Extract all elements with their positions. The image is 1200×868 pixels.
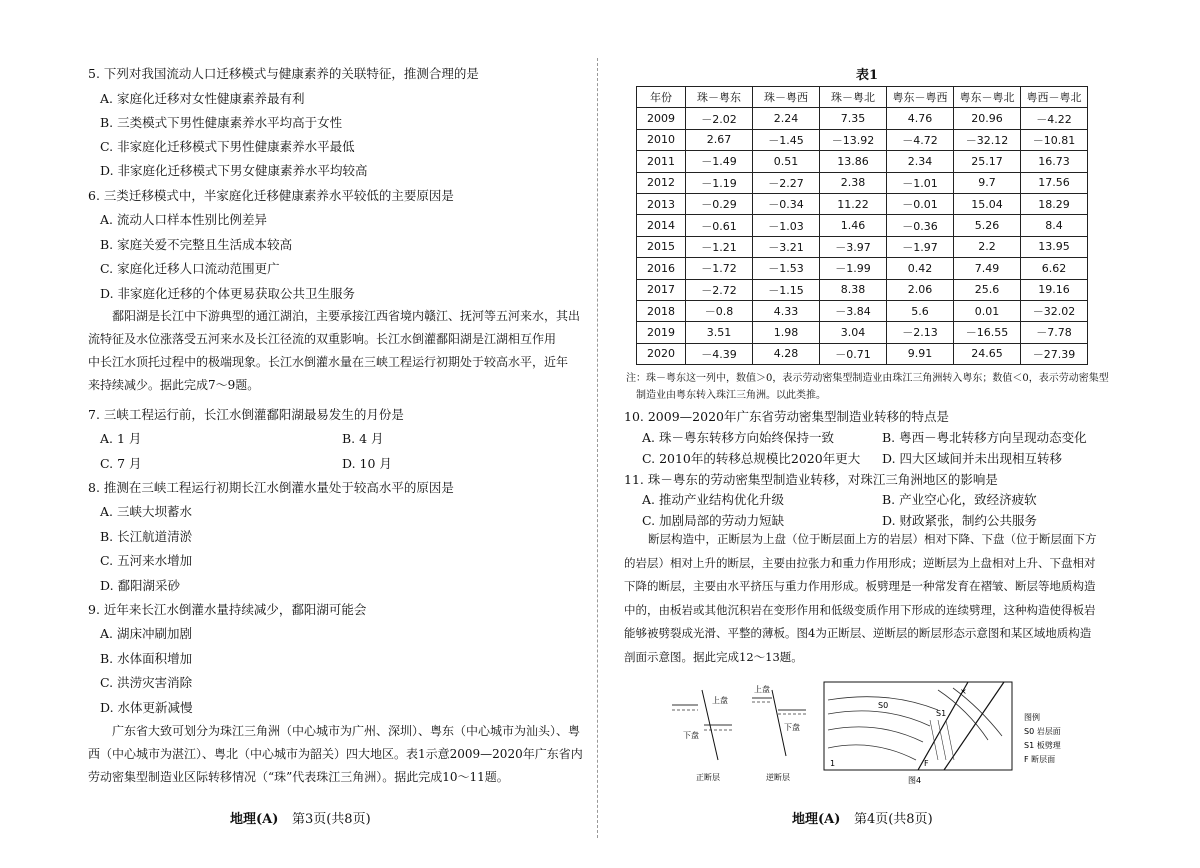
table-value-cell: 9.91	[887, 343, 954, 364]
passage-line: 断层构造中，正断层为上盘（位于断层面上方的岩层）相对下降、下盘（位于断层面下方	[648, 532, 1097, 546]
table-value-cell: 4.33	[753, 300, 820, 321]
table-row	[637, 129, 1088, 150]
footer-subject: 地理(A)	[230, 812, 279, 827]
passage-line: 西（中心城市为湛江）、粤北（中心城市为韶关）四大地区。表1示意2009—2020年广东省内	[88, 747, 583, 761]
table-value-cell: －3.97	[820, 236, 887, 257]
table-header-cell: 珠－粤北	[820, 87, 887, 108]
table-value-cell: －2.72	[686, 279, 753, 300]
table-value-cell: 8.38	[820, 279, 887, 300]
table-header-cell: 粤东－粤西	[887, 87, 954, 108]
question-5-stem: 5. 下列对我国流动人口迁移模式与健康素养的关联特征，推测合理的是	[88, 66, 479, 81]
question-9-option-c: C. 洪涝灾害消除	[100, 675, 193, 690]
table-value-cell: －1.72	[686, 258, 753, 279]
table-row	[637, 343, 1088, 364]
table-year-cell: 2019	[637, 322, 686, 343]
question-5-option-a: A. 家庭化迁移对女性健康素养最有利	[100, 91, 305, 106]
table-value-cell: 3.04	[820, 322, 887, 343]
passage-line: 劳动密集型制造业区际转移情况（“珠”代表珠江三角洲）。据此完成10～11题。	[88, 770, 509, 784]
question-7-option-b: B. 4 月	[342, 431, 384, 446]
question-7-option-c: C. 7 月	[100, 456, 142, 471]
question-9-option-d: D. 水体更新减慢	[100, 700, 193, 715]
table-value-cell: －2.02	[686, 108, 753, 129]
table-row	[637, 258, 1088, 279]
footer-left	[230, 808, 371, 827]
question-9-stem: 9. 近年来长江水倒灌水量持续减少，鄱阳湖可能会	[88, 602, 367, 617]
question-6-option-b: B. 家庭关爱不完整且生活成本较高	[100, 237, 293, 252]
table-value-cell: －1.15	[753, 279, 820, 300]
table-value-cell: 1.46	[820, 215, 887, 236]
table-value-cell: 13.86	[820, 151, 887, 172]
question-5-option-d: D. 非家庭化迁移模式下男女健康素养水平均较高	[100, 163, 368, 178]
question-5-option-b: B. 三类模式下男性健康素养水平均高于女性	[100, 115, 343, 130]
f-label: F	[924, 759, 929, 768]
table-value-cell: 0.01	[954, 300, 1021, 321]
footer-page: 第4页(共8页)	[853, 812, 933, 827]
table-value-cell: －32.02	[1021, 300, 1088, 321]
question-11-stem: 11. 珠－粤东的劳动密集型制造业转移，对珠江三角洲地区的影响是	[624, 472, 998, 487]
one-label: 1	[830, 759, 836, 768]
table-value-cell: －2.27	[753, 172, 820, 193]
table-value-cell: 4.28	[753, 343, 820, 364]
table-value-cell: 25.17	[954, 151, 1021, 172]
table-value-cell: 24.65	[954, 343, 1021, 364]
table-header-row	[637, 87, 1088, 108]
question-6-option-d: D. 非家庭化迁移的个体更易获取公共卫生服务	[100, 286, 356, 301]
table-value-cell: 1.98	[753, 322, 820, 343]
s0-label: S0	[878, 701, 889, 710]
table-value-cell: －0.01	[887, 193, 954, 214]
table-value-cell: －1.19	[686, 172, 753, 193]
table-body	[637, 108, 1088, 365]
table-value-cell: －4.22	[1021, 108, 1088, 129]
table-value-cell: －0.29	[686, 193, 753, 214]
passage-line: 的岩层）相对上升的断层，主要由拉张力和重力作用形成；逆断层为上盘相对上升、下盘相对	[624, 555, 1096, 570]
cross-section-diagram	[824, 682, 1012, 785]
question-6-option-c: C. 家庭化迁移人口流动范围更广	[100, 261, 280, 276]
upper-plate-label: 上盘	[712, 696, 728, 705]
passage-faults	[624, 528, 1184, 669]
x-label: ×	[960, 687, 967, 696]
table-value-cell: －16.55	[954, 322, 1021, 343]
table-value-cell: －10.81	[1021, 129, 1088, 150]
table-value-cell: 15.04	[954, 193, 1021, 214]
table-year-cell: 2013	[637, 193, 686, 214]
table-value-cell: －1.45	[753, 129, 820, 150]
table-value-cell: 5.26	[954, 215, 1021, 236]
table-value-cell: 0.42	[887, 258, 954, 279]
passage-line: 鄱阳湖是长江中下游典型的通江湖泊，主要承接江西省境内赣江、抚河等五河来水，其出	[112, 309, 581, 323]
figure-legend	[1024, 712, 1061, 764]
table-value-cell: －1.53	[753, 258, 820, 279]
question-8-stem: 8. 推测在三峡工程运行初期长江水倒灌水量处于较高水平的原因是	[88, 480, 454, 495]
question-11-option-b: B. 产业空心化，致经济疲软	[882, 492, 1037, 507]
table-value-cell: 2.2	[954, 236, 1021, 257]
table-value-cell: －4.39	[686, 343, 753, 364]
table-year-cell: 2018	[637, 300, 686, 321]
table-value-cell: 16.73	[1021, 151, 1088, 172]
question-8-option-b: B. 长江航道清淤	[100, 529, 193, 544]
table-value-cell: －0.34	[753, 193, 820, 214]
passage-line: 中的，由板岩或其他沉积岩在变形作用和低级变质作用下形成的连续劈理，这种构造使得板岩	[624, 602, 1096, 617]
upper-plate-label-2: 上盘	[754, 685, 770, 694]
table-value-cell: 5.6	[887, 300, 954, 321]
table-row	[637, 193, 1088, 214]
question-7-option-d: D. 10 月	[342, 456, 392, 471]
table-row	[637, 108, 1088, 129]
table-value-cell: －1.99	[820, 258, 887, 279]
table-note-line-2: 制造业由粤东转入珠江三角洲。以此类推。	[636, 390, 826, 401]
table-year-cell: 2017	[637, 279, 686, 300]
passage-line: 流特征及水位涨落受五河来水及长江径流的双重影响。长江水倒灌鄱阳湖是江湖相互作用	[88, 332, 557, 346]
table-year-cell: 2015	[637, 236, 686, 257]
table-value-cell: 7.35	[820, 108, 887, 129]
legend-title: 图例	[1024, 713, 1040, 722]
lower-plate-label: 下盘	[683, 731, 699, 740]
data-table	[636, 86, 1088, 365]
table-value-cell: －0.71	[820, 343, 887, 364]
passage-guangdong	[88, 720, 588, 789]
table-value-cell: 20.96	[954, 108, 1021, 129]
figure-4	[668, 680, 1128, 790]
passage-line: 剖面示意图。据此完成12～13题。	[624, 649, 803, 664]
table-value-cell: －27.39	[1021, 343, 1088, 364]
s1-label: S1	[936, 709, 947, 718]
question-8-option-d: D. 鄱阳湖采砂	[100, 578, 181, 593]
table-value-cell: －4.72	[887, 129, 954, 150]
table-value-cell: 9.7	[954, 172, 1021, 193]
table-value-cell: 17.56	[1021, 172, 1088, 193]
question-11-option-c: C. 加剧局部的劳动力短缺	[642, 513, 785, 528]
table-year-cell: 2012	[637, 172, 686, 193]
question-11-option-d: D. 财政紧张，制约公共服务	[882, 513, 1038, 528]
table-row	[637, 151, 1088, 172]
table-value-cell: －0.8	[686, 300, 753, 321]
table-year-cell: 2014	[637, 215, 686, 236]
passage-poyang	[88, 305, 588, 397]
table-value-cell: 7.49	[954, 258, 1021, 279]
legend-f: F 断层面	[1024, 755, 1056, 764]
question-9-option-b: B. 水体面积增加	[100, 651, 193, 666]
table-value-cell: 18.29	[1021, 193, 1088, 214]
table-value-cell: 13.95	[1021, 236, 1088, 257]
right-page	[600, 0, 1200, 868]
question-5-option-c: C. 非家庭化迁移模式下男性健康素养水平最低	[100, 139, 355, 154]
table-value-cell: －1.49	[686, 151, 753, 172]
table-value-cell: －3.21	[753, 236, 820, 257]
passage-line: 下降的断层，主要由水平挤压与重力作用形成。板劈理是一种常发育在褶皱、断层等地质构造	[624, 579, 1096, 593]
table-value-cell: 2.38	[820, 172, 887, 193]
table-value-cell: －3.84	[820, 300, 887, 321]
table-value-cell: 2.06	[887, 279, 954, 300]
table-value-cell: －1.21	[686, 236, 753, 257]
table-note-line-1: 注：珠－粤东这一列中，数值＞0，表示劳动密集型制造业由珠江三角洲转入粤东；数值＜0，表示劳动密集型	[626, 373, 1109, 384]
figure-caption: 图4	[908, 776, 922, 785]
question-10-option-d: D. 四大区域间并未出现相互转移	[882, 451, 1063, 466]
passage-line: 广东省大致可划分为珠江三角洲（中心城市为广州、深圳）、粤东（中心城市为汕头）、粤	[112, 724, 581, 738]
table-year-cell: 2016	[637, 258, 686, 279]
passage-line: 能够被劈裂成光滑、平整的薄板。图4为正断层、逆断层的断层形态示意图和某区域地质构造	[624, 626, 1092, 640]
legend-s1: S1 板劈理	[1024, 741, 1061, 750]
table-row	[637, 215, 1088, 236]
table-value-cell: －32.12	[954, 129, 1021, 150]
reverse-fault-diagram	[752, 684, 806, 782]
table-value-cell: 19.16	[1021, 279, 1088, 300]
lower-plate-label-2: 下盘	[784, 723, 800, 732]
table-header-cell: 粤西－粤北	[1021, 87, 1088, 108]
table-value-cell: 11.22	[820, 193, 887, 214]
table-value-cell: －1.03	[753, 215, 820, 236]
table-value-cell: 3.51	[686, 322, 753, 343]
table-year-cell: 2020	[637, 343, 686, 364]
question-10-option-c: C. 2010年的转移总规模比2020年更大	[642, 451, 861, 466]
question-11-option-a: A. 推动产业结构优化升级	[642, 492, 784, 507]
table-value-cell: 2.24	[753, 108, 820, 129]
legend-s0: S0 岩层面	[1024, 727, 1061, 736]
table-value-cell: 2.67	[686, 129, 753, 150]
table-value-cell: －0.36	[887, 215, 954, 236]
table-value-cell: 25.6	[954, 279, 1021, 300]
footer-right	[792, 808, 933, 827]
question-7-option-a: A. 1 月	[100, 431, 142, 446]
table-row	[637, 300, 1088, 321]
table-header-cell: 年份	[637, 87, 686, 108]
footer-page: 第3页(共8页)	[291, 812, 371, 827]
question-8-option-c: C. 五河来水增加	[100, 553, 193, 568]
table-value-cell: 8.4	[1021, 215, 1088, 236]
question-6-stem: 6. 三类迁移模式中，半家庭化迁移健康素养水平较低的主要原因是	[88, 188, 454, 203]
table-value-cell: －13.92	[820, 129, 887, 150]
table-header-cell: 粤东－粤北	[954, 87, 1021, 108]
table-value-cell: －2.13	[887, 322, 954, 343]
table-value-cell: －0.61	[686, 215, 753, 236]
table-year-cell: 2009	[637, 108, 686, 129]
table-value-cell: 2.34	[887, 151, 954, 172]
table-row	[637, 236, 1088, 257]
table-value-cell: －1.97	[887, 236, 954, 257]
question-7-stem: 7. 三峡工程运行前，长江水倒灌鄱阳湖最易发生的月份是	[88, 407, 404, 422]
footer-subject: 地理(A)	[792, 812, 841, 827]
question-6-option-a: A. 流动人口样本性别比例差异	[100, 212, 267, 227]
table-header-cell: 珠－粤西	[753, 87, 820, 108]
table-value-cell: 0.51	[753, 151, 820, 172]
passage-line: 中长江水顶托过程中的极端现象。长江水倒灌水量在三峡工程运行初期处于较高水平，近年	[88, 355, 569, 369]
table-row	[637, 322, 1088, 343]
table-year-cell: 2010	[637, 129, 686, 150]
normal-fault-label: 正断层	[696, 773, 720, 782]
question-8-option-a: A. 三峡大坝蓄水	[100, 504, 192, 519]
question-10-option-a: A. 珠－粤东转移方向始终保持一致	[642, 430, 834, 445]
passage-line: 来持续减少。据此完成7～9题。	[88, 378, 260, 392]
table-value-cell: －1.01	[887, 172, 954, 193]
table-value-cell: －7.78	[1021, 322, 1088, 343]
question-9-option-a: A. 湖床冲刷加剧	[100, 626, 192, 641]
normal-fault-diagram	[672, 690, 732, 782]
table-title: 表1	[856, 68, 879, 83]
table-value-cell: 4.76	[887, 108, 954, 129]
question-10-option-b: B. 粤西－粤北转移方向呈现动态变化	[882, 430, 1087, 445]
table-row	[637, 279, 1088, 300]
question-10-stem: 10. 2009—2020年广东省劳动密集型制造业转移的特点是	[624, 409, 949, 424]
table-row	[637, 172, 1088, 193]
table-header-cell: 珠－粤东	[686, 87, 753, 108]
table-year-cell: 2011	[637, 151, 686, 172]
reverse-fault-label: 逆断层	[766, 773, 790, 782]
table-value-cell: 6.62	[1021, 258, 1088, 279]
